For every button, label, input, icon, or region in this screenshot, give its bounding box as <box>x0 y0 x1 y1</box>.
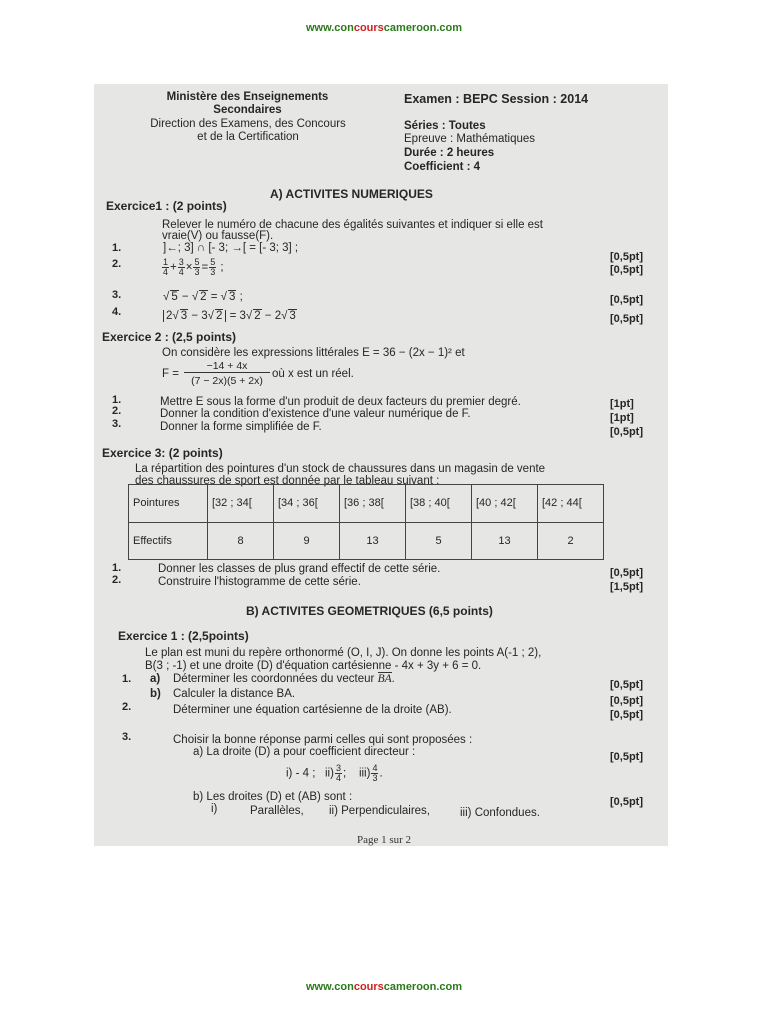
frac-num: 5 <box>194 257 200 267</box>
table-cell: Pointures <box>129 485 208 523</box>
op-times: × <box>185 261 193 274</box>
semicolon: ; <box>239 291 243 303</box>
frac-den: 4 <box>163 267 169 277</box>
ex1-item4-pts: [0,5pt] <box>610 313 643 325</box>
b-q3b-opt3: iii) Confondues. <box>460 807 540 819</box>
semicolon: ; <box>220 261 224 274</box>
b-q1b-text: Calculer la distance BA. <box>173 688 296 700</box>
watermark-part2: cours <box>353 981 384 993</box>
ex3-item2-num: 2. <box>112 574 122 586</box>
frac-4-3-opt <box>371 764 378 783</box>
ex2-item1-text: Mettre E sous la forme d'un produit de deux facteurs du premier degré. <box>160 396 521 408</box>
ex2-item3-pts: [0,5pt] <box>610 426 643 438</box>
ex1-item2-math <box>161 258 224 277</box>
period: . <box>379 767 383 780</box>
frac-den: 4 <box>178 267 184 277</box>
b-ex1-intro2: B(3 ; -1) et une droite (D) d'équation cartésienne - 4x + 3y + 6 = 0. <box>145 660 482 672</box>
frac-5-3b <box>209 258 216 277</box>
b-q3a-text: a) La droite (D) a pour coefficient directeur : <box>193 746 416 758</box>
frac-num: 4 <box>372 763 378 773</box>
op-minus: − 3 <box>191 310 208 322</box>
table-cell: 2 <box>538 522 604 560</box>
ex2-item3-num: 3. <box>112 418 122 430</box>
op-minus: − 2 <box>264 310 282 322</box>
frac-num: 3 <box>335 763 341 773</box>
b-ex1-title: Exercice 1 : (2,5points) <box>118 629 249 643</box>
ex1-item1-pts: [0,5pt] <box>610 251 643 263</box>
frac-num: 5 <box>210 257 216 267</box>
frac-3-4 <box>178 258 185 277</box>
table-cell: 5 <box>406 522 472 560</box>
b-q1a-sub: a) <box>150 673 161 685</box>
watermark-part1: www.con <box>305 981 354 993</box>
ex1-item3-math: √ 5 − √ 2 = √ 3 ; <box>163 291 243 303</box>
b-q3b-pts: [0,5pt] <box>610 796 643 808</box>
root: 3 <box>180 310 188 322</box>
table-cell: [38 ; 40[ <box>406 485 472 523</box>
epreuve: Epreuve : Mathématiques <box>404 133 536 145</box>
b-q1a-text <box>173 673 395 686</box>
table-cell: [36 ; 38[ <box>340 485 406 523</box>
ex3-item1-num: 1. <box>112 562 122 574</box>
ex1-item3-pts: [0,5pt] <box>610 294 643 306</box>
watermark-part3: cameroon.com <box>383 981 463 993</box>
frac-den: 3 <box>210 267 216 277</box>
exam-session: Examen : BEPC Session : 2014 <box>404 92 589 106</box>
table-cell: [40 ; 42[ <box>472 485 538 523</box>
op-eq: = 3 <box>229 310 246 322</box>
ex2-item2-text: Donner la condition d'existence d'une valeur numérique de F. <box>160 408 471 420</box>
ex1-intro2: vraie(V) ou fausse(F). <box>162 230 274 242</box>
ex3-intro1: La répartition des pointures d'un stock de chaussures dans un magasin de vente <box>135 463 546 475</box>
ex2-item2-pts: [1pt] <box>610 412 634 424</box>
root: 2 <box>200 291 207 303</box>
ex2-f-den: (7 − 2x)(5 + 2x) <box>191 375 263 387</box>
table-cell: Effectifs <box>129 522 208 560</box>
b-q2-pts: [0,5pt] <box>610 709 643 721</box>
option-ii: ii) <box>324 767 334 780</box>
period: . <box>391 673 395 685</box>
ex1-intro1: Relever le numéro de chacune des égalités suivantes et indiquer si elle est <box>162 219 543 231</box>
section-b-title: B) ACTIVITES GEOMETRIQUES (6,5 points) <box>246 604 493 618</box>
ex3-title: Exercice 3: (2 points) <box>102 446 223 460</box>
ex1-item2-num: 2. <box>112 258 122 270</box>
ex3-item2-text: Construire l'histogramme de cette série. <box>158 576 361 588</box>
op-plus: + <box>170 261 177 274</box>
table-row <box>129 485 604 523</box>
page-number: Page 1 sur 2 <box>356 834 412 846</box>
table-cell: [34 ; 36[ <box>274 485 340 523</box>
option-iii: iii) <box>358 767 371 780</box>
op-minus: − <box>181 291 189 303</box>
ex3-intro2: des chaussures de sport est donnée par le tableau suivant : <box>135 475 440 487</box>
b-q3b-opt2: ii) Perpendiculaires, <box>329 805 430 817</box>
ex1-item4-num: 4. <box>112 306 122 318</box>
table-cell: 13 <box>340 522 406 560</box>
ex2-line1: On considère les expressions littérales E = 36 − (2x − 1)² et <box>162 347 465 359</box>
root: 2 <box>254 310 261 322</box>
b-q3a-options <box>286 764 383 783</box>
frac-num: 3 <box>178 257 184 267</box>
frac-den: 4 <box>335 773 341 783</box>
b-q2-text: Déterminer une équation cartésienne de la droite (AB). <box>173 704 452 716</box>
b-q3b-text: b) Les droites (D) et (AB) sont : <box>193 791 353 803</box>
b-q3b-opt1: Parallèles, <box>250 805 304 817</box>
b-q3a-pts: [0,5pt] <box>610 751 643 763</box>
frac-3-4-opt <box>335 764 342 783</box>
watermark-bottom <box>0 981 768 993</box>
ex2-item1-pts: [1pt] <box>610 398 634 410</box>
op-eq: = <box>201 261 209 274</box>
vector-ba: BA <box>377 673 392 685</box>
b-q1a-pts: [0,5pt] <box>610 679 643 691</box>
option-i: i) - 4 ; <box>286 767 316 780</box>
ex2-item2-num: 2. <box>112 405 122 417</box>
ex1-item3-num: 3. <box>112 289 122 301</box>
watermark-part3: cameroon.com <box>383 22 463 34</box>
ex1-item1-num: 1. <box>112 242 122 254</box>
ex2-f-tail: où x est un réel. <box>272 368 354 380</box>
ex3-item1-pts: [0,5pt] <box>610 567 643 579</box>
b-q2-num: 2. <box>122 701 132 713</box>
ex2-item3-text: Donner la forme simplifiée de F. <box>160 421 322 433</box>
op-eq: = <box>210 291 218 303</box>
ex1-item4-math: 2√ 3 − 3√ 2 = 3√ 2 − 2√ 3 <box>163 309 297 323</box>
table-cell: 9 <box>274 522 340 560</box>
frac-den: 3 <box>372 773 378 783</box>
q1a-label: Déterminer les coordonnées du vecteur <box>173 673 375 685</box>
watermark-part1: www.con <box>305 22 354 34</box>
ministry-line2: Secondaires <box>213 104 282 116</box>
b-q3-num: 3. <box>122 731 132 743</box>
ex2-title: Exercice 2 : (2,5 points) <box>102 330 237 344</box>
section-a-title: A) ACTIVITES NUMERIQUES <box>270 187 433 201</box>
table-cell: 13 <box>472 522 538 560</box>
semicolon: ; <box>342 767 347 780</box>
table-cell: 8 <box>208 522 274 560</box>
coefficient: Coefficient : 4 <box>404 161 481 173</box>
root: 3 <box>229 291 236 303</box>
ministry-line1: Ministère des Enseignements <box>166 91 329 103</box>
ex3-item1-text: Donner les classes de plus grand effectif de cette série. <box>158 563 441 575</box>
ex1-title: Exercice1 : (2 points) <box>106 199 227 213</box>
b-q1-num: 1. <box>122 673 132 685</box>
b-q1b-sub: b) <box>150 688 161 700</box>
ex2-f-label: F = <box>162 368 179 380</box>
b-q1b-pts: [0,5pt] <box>610 695 643 707</box>
direction-line2: et de la Certification <box>197 131 299 143</box>
ex1-item2-pts: [0,5pt] <box>610 264 643 276</box>
pointures-table <box>128 484 604 560</box>
root: 2 <box>215 310 223 322</box>
root: 3 <box>289 310 296 322</box>
ex2-f-num: −14 + 4x <box>184 360 270 373</box>
frac-num: 1 <box>163 257 169 267</box>
watermark-part2: cours <box>353 22 384 34</box>
watermark-top <box>0 22 768 34</box>
ex2-item1-num: 1. <box>112 394 122 406</box>
coef: 2 <box>166 310 173 322</box>
ex1-item1-text: ]←; 3] ∩ [- 3; →[ = [- 3; 3] ; <box>163 242 299 254</box>
direction-line1: Direction des Examens, des Concours <box>150 118 346 130</box>
b-q3b-opt1-num: i) <box>211 803 218 815</box>
frac-1-4 <box>162 258 169 277</box>
abs-expr: 2√ 3 − 3√ 2 <box>163 310 226 322</box>
frac-5-3 <box>193 258 200 277</box>
b-q3-text: Choisir la bonne réponse parmi celles qui sont proposées : <box>173 734 473 746</box>
ex3-item2-pts: [1,5pt] <box>610 581 643 593</box>
table-cell: [32 ; 34[ <box>208 485 274 523</box>
table-cell: [42 ; 44[ <box>538 485 604 523</box>
b-ex1-intro1: Le plan est muni du repère orthonormé (O, I, J). On donne les points A(-1 ; 2), <box>145 647 542 659</box>
duree: Durée : 2 heures <box>404 147 495 159</box>
series: Séries : Toutes <box>404 120 486 132</box>
frac-den: 3 <box>194 267 200 277</box>
root: 5 <box>171 291 178 303</box>
table-row <box>129 522 604 560</box>
